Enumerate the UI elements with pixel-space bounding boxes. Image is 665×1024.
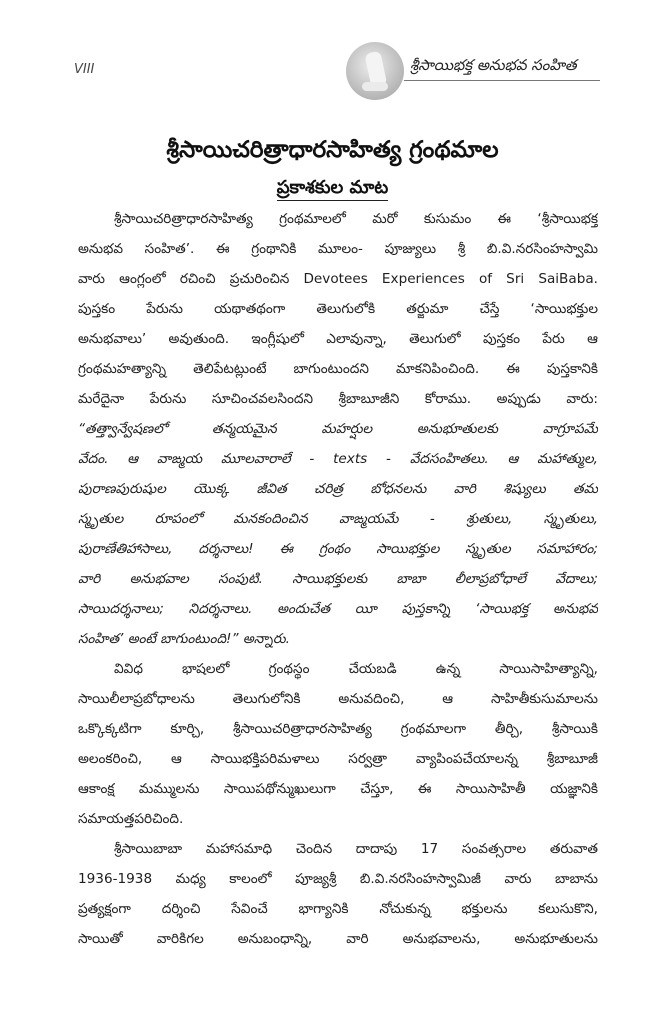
quote-line: వేదం. ఆ వాఙ్మయ మూలవారాలే - texts - వేదసంహితలు. ఆ మహాత్ముల, [78, 451, 598, 467]
quote-line: పురాణపురుషుల యొక్క జీవిత చరిత్ర బోధనలను వారి శిష్యులు తమ [78, 481, 598, 497]
quote-line: సంహిత’ అంటే బాగుంటుంది!” అన్నారు. [78, 631, 290, 647]
paragraph-line: ఆకాంక్ష మమ్ములను సాయిపథోన్ముఖులుగా చేస్తూ, ఈ సాయిసాహితీ యజ్ఞానికి [78, 781, 598, 797]
paragraph-line: ఒక్కొక్కటిగా కూర్చి, శ్రీసాయిచరిత్రాధారసాహిత్య గ్రంథమాలగా తీర్చి, శ్రీసాయికి [78, 721, 598, 737]
paragraph-line: మరేదైనా పేరును సూచించవలసిందని శ్రీబాబూజీని కోరాము. అప్పుడు వారు: [78, 391, 598, 407]
paragraph-line: 1936-1938 మధ్య కాలంలో పూజ్యశ్రీ బి.వి.నరసింహస్వామిజీ వారు బాబాను [78, 871, 598, 887]
paragraph-line: శ్రీసాయిచరిత్రాధారసాహిత్య గ్రంథమాలలో మరో కుసుమం ఈ ‘శ్రీసాయిభక్త [114, 211, 598, 227]
sai-feet-icon [346, 42, 404, 100]
paragraph-line: గ్రంథమహత్యాన్ని తెలిపేటట్లుంటే బాగుంటుందని మాకనిపించింది. ఈ పుస్తకానికి [78, 361, 598, 377]
paragraph-line: సమాయత్తపరిచింది. [78, 811, 184, 827]
page-number: VIII [74, 62, 95, 77]
paragraph-line: వివిధ భాషలలో గ్రంథస్థం చేయబడి ఉన్న సాయిసాహిత్యాన్ని, [114, 661, 598, 677]
section-subtitle-text: ప్రకాశకుల మాట [277, 177, 389, 201]
paragraph-line: వారు ఆంగ్లంలో రచించి ప్రచురించిన Devotees Experiences of Sri SaiBaba. [78, 271, 598, 287]
header-divider [404, 80, 600, 81]
paragraph-line: సాయితో వారికిగల అనుబంధాన్ని, వారి అనుభవాలను, అనుభూతులను [78, 931, 598, 947]
quote-line: వారి అనుభవాల సంపుటి. సాయిభక్తులకు బాబా లీలాప్రబోధాలే వేదాలు; [78, 571, 598, 587]
paragraph-line: ప్రత్యక్షంగా దర్శించి సేవించే భాగ్యానికి నోచుకున్న భక్తులను కలుసుకొని, [78, 901, 598, 917]
paragraph-line: శ్రీసాయిబాబా మహాసమాధి చెందిన దాదాపు 17 సంవత్సరాల తరువాత [114, 841, 598, 857]
quote-line: స్మృతుల రూపంలో మనకందించిన వాఙ్మయమే - శ్రుతులు, స్మృతులు, [78, 511, 598, 527]
paragraph-line: అలంకరించి, ఆ సాయిభక్తిపరిమళాలు సర్వత్రా వ్యాపింపచేయాలన్న శ్రీబాబూజీ [78, 751, 598, 767]
quote-line: సాయిదర్శనాలు; నిదర్శనాలు. అందుచేత యీ పుస్తకాన్ని ‘సాయిభక్త అనుభవ [78, 601, 598, 617]
section-subtitle [0, 177, 665, 202]
paragraph-line: సాయిలీలాప్రబోధాలను తెలుగులోనికి అనువదించి, ఆ సాహితీకుసుమాలను [78, 691, 598, 707]
page-title: శ్రీసాయిచరిత్రాధారసాహిత్య గ్రంథమాల [166, 137, 499, 163]
body-text [78, 204, 598, 954]
paragraph-line: అనుభవ సంహిత’. ఈ గ్రంథానికి మూలం- పూజ్యులు శ్రీ బి.వి.నరసింహస్వామి [78, 241, 598, 257]
quote-line: పురాణేతిహాసాలు, దర్శనాలు! ఈ గ్రంథం సాయిభక్తుల స్మృతుల సమాహారం; [78, 541, 598, 557]
quote-line: “తత్త్వాన్వేషణలో తన్మయమైన మహర్షుల అనుభూతులకు వాగ్రూపమే [78, 421, 598, 437]
toe-shape [362, 82, 388, 91]
book-title: శ్రీసాయిభక్త అనుభవ సంహిత [410, 56, 577, 74]
paragraph-line: అనుభవాలు’ అవుతుంది. ఇంగ్లీషులో ఎలావున్నా, తెలుగులో పుస్తకం పేరు ఆ [78, 331, 598, 347]
paragraph-line: పుస్తకం పేరును యథాతథంగా తెలుగులోకి తర్జుమా చేస్తే ‘సాయిభక్తుల [78, 301, 598, 317]
